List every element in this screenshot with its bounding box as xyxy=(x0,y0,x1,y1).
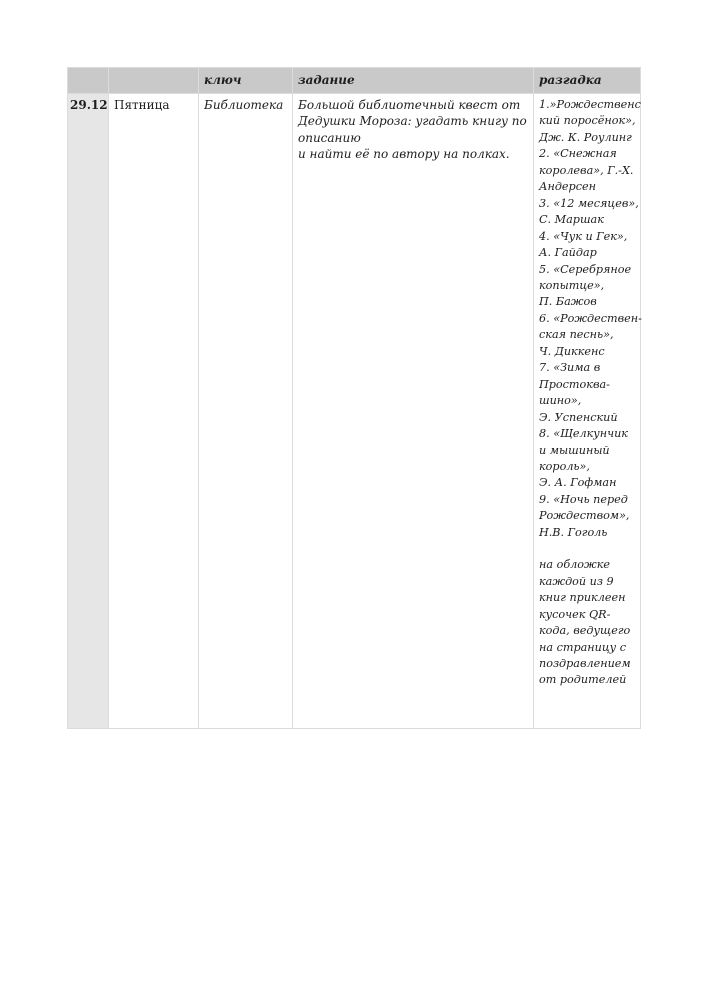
header-answer: разгадка xyxy=(534,68,641,94)
answer-line: королева», Г.-Х. xyxy=(539,163,634,177)
key-cell: Библиотека xyxy=(199,94,293,729)
header-key: ключ xyxy=(199,68,293,94)
note-line: кода, ведущего xyxy=(539,624,631,638)
answer-line: Рождеством», xyxy=(539,509,630,523)
answer-line: король», xyxy=(539,459,590,473)
answer-line: Э. А. Гофман xyxy=(539,476,617,490)
answer-cell xyxy=(534,94,641,729)
task-cell xyxy=(293,94,534,729)
answer-line: А. Гайдар xyxy=(539,246,597,260)
answer-line: 3. «12 месяцев», xyxy=(539,196,639,210)
header-day xyxy=(109,68,199,94)
schedule-table xyxy=(67,67,641,729)
answer-line: 1.»Рождественс xyxy=(539,98,641,111)
table-row xyxy=(68,94,641,729)
note-line: кусочек QR- xyxy=(539,607,611,621)
task-line: Большой библиотечный квест от xyxy=(298,98,521,112)
task-line: и найти её по автору на полках. xyxy=(298,147,510,162)
answer-line: Н.В. Гоголь xyxy=(539,525,608,539)
answer-line: С. Маршак xyxy=(539,213,604,227)
answer-line: копытце», xyxy=(539,278,605,292)
day-cell: Пятница xyxy=(109,94,199,729)
answer-line: Андерсен xyxy=(539,180,596,194)
header-date xyxy=(68,68,109,94)
note-line: поздравлением xyxy=(539,656,631,670)
answer-line: 6. «Рождествен- xyxy=(539,311,642,325)
note-line: каждой из 9 xyxy=(539,574,614,588)
answer-line: 8. «Щелкунчик xyxy=(539,427,628,441)
answer-line: кий поросёнок», xyxy=(539,114,636,128)
answer-line: 2. «Снежная xyxy=(539,147,617,161)
answer-line: 7. «Зима в xyxy=(539,361,601,375)
task-line: Дедушки Мороза: угадать книгу по xyxy=(298,114,527,129)
answer-line: Э. Успенский xyxy=(539,410,618,424)
answer-line: и мышиный xyxy=(539,443,610,457)
answer-line: ская песнь», xyxy=(539,328,614,342)
answer-note xyxy=(539,557,638,689)
table-header-row xyxy=(68,68,641,94)
note-line: от родителей xyxy=(539,673,627,687)
date-cell: 29.12 xyxy=(68,94,109,729)
answer-line: П. Бажов xyxy=(539,295,597,309)
answer-line: Дж. К. Роулинг xyxy=(539,130,632,144)
answer-line: шино», xyxy=(539,394,582,408)
note-line: на обложке xyxy=(539,558,611,572)
task-line: описанию xyxy=(298,130,361,145)
answer-line: 4. «Чук и Гек», xyxy=(539,229,628,243)
answer-line: 9. «Ночь перед xyxy=(539,492,628,506)
answer-line: 5. «Серебряное xyxy=(539,262,632,276)
note-line: книг приклеен xyxy=(539,591,626,605)
answer-line: Ч. Диккенс xyxy=(539,344,605,358)
answer-line: Простоква- xyxy=(539,377,610,391)
note-line: на страницу с xyxy=(539,640,626,654)
answer-list xyxy=(539,97,642,541)
header-task: задание xyxy=(293,68,534,94)
